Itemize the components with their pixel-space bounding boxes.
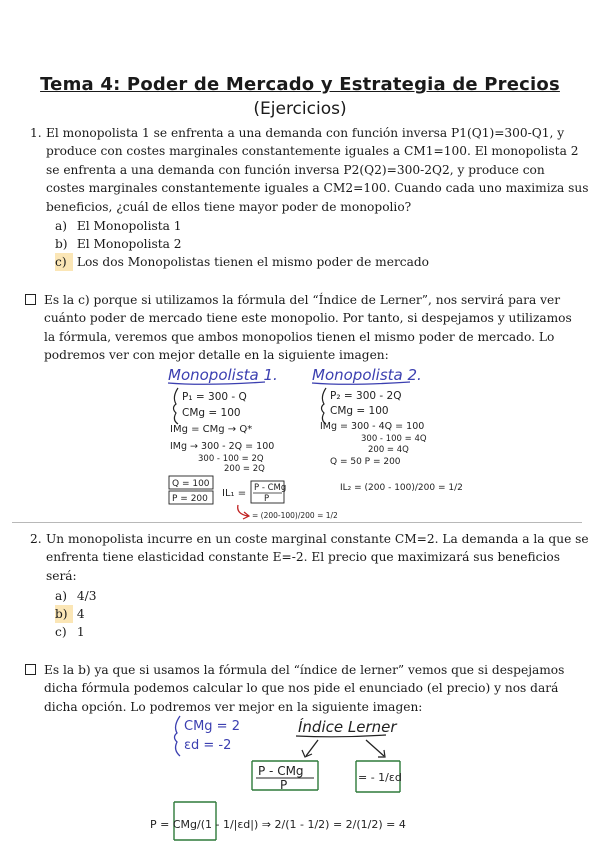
option-text: 4/3 bbox=[76, 589, 97, 603]
question-number: 1. bbox=[30, 126, 42, 140]
answer-line: Es la b) ya que si usamos la fórmula del “índice de lerner” vemos que si despejamos bbox=[44, 663, 565, 677]
question-line: Un monopolista incurre en un coste marginal constante CM=2. La demanda a la que se bbox=[46, 532, 589, 546]
hw-result: = (200-100)/200 = 1/2 bbox=[252, 511, 338, 520]
page-subtitle: (Ejercicios) bbox=[253, 99, 347, 119]
hw-equation: 200 = 4Q bbox=[368, 445, 409, 455]
hw-result: Q = 50 P = 200 bbox=[330, 457, 401, 467]
option-letter: c) bbox=[55, 625, 67, 639]
page-title: Tema 4: Poder de Mercado y Estrategia de Precios bbox=[40, 74, 560, 95]
hw-fraction-den: P bbox=[280, 778, 288, 792]
option-text: El Monopolista 1 bbox=[76, 219, 182, 233]
question-line: costes marginales constantemente iguales a CM2=100. Cuando cada uno maximiza sus bbox=[46, 181, 589, 196]
option-text: 4 bbox=[76, 607, 85, 621]
brace bbox=[175, 716, 181, 756]
arrow-right-icon bbox=[366, 740, 384, 756]
answer-line: dicha fórmula podemos calcular lo que nos pide el enunciado (el precio) y nos dará bbox=[44, 681, 559, 696]
hw-equation: IMg → 300 - 2Q = 100 bbox=[170, 441, 275, 452]
question-line: El monopolista 1 se enfrenta a una demanda con función inversa P1(Q1)=300-Q1, y bbox=[46, 126, 565, 140]
hw-fraction-num: P - CMg bbox=[258, 764, 304, 778]
hw-fraction-num: P - CMg bbox=[254, 483, 287, 493]
question-line: beneficios, ¿cuál de ellos tiene mayor poder de monopolio? bbox=[46, 199, 412, 214]
hw-equation: 300 - 100 = 4Q bbox=[361, 434, 427, 444]
option-text: Los dos Monopolistas tienen el mismo poder de mercado bbox=[76, 255, 430, 269]
hw-equation: 200 = 2Q bbox=[224, 464, 265, 474]
answer-line: podremos ver con mejor detalle en la siguiente imagen: bbox=[44, 348, 389, 363]
question-line: se enfrenta a una demanda con función inversa P2(Q2)=300-2Q2, y produce con bbox=[46, 162, 545, 177]
hw-given: εd = -2 bbox=[184, 738, 232, 753]
lerner-title: Índice Lerner bbox=[298, 718, 397, 736]
option-letter: a) bbox=[55, 219, 68, 233]
hw-equation: 300 - 100 = 2Q bbox=[198, 454, 264, 464]
monopolist-2-title: Monopolista 2. bbox=[312, 366, 422, 384]
hw-final: P = CMg/(1 - 1/|εd|) ⇒ 2/(1 - 1/2) = 2/(1/2) = 4 bbox=[150, 818, 406, 831]
option-letter: b) bbox=[55, 237, 68, 251]
hw-equation: P₁ = 300 - Q bbox=[182, 391, 247, 403]
hw-given: CMg = 2 bbox=[184, 719, 240, 734]
question-line: produce con costes marginales constantemente iguales a CM1=100. El monopolista 2 bbox=[46, 144, 579, 159]
hw-fraction-den: P bbox=[264, 494, 270, 504]
hw-lerner-label: IL₁ = bbox=[222, 488, 247, 499]
hw-equation: IMg = 300 - 4Q = 100 bbox=[320, 421, 425, 432]
question-line: será: bbox=[46, 568, 77, 583]
hw-equation: P₂ = 300 - 2Q bbox=[330, 390, 402, 402]
answer-line: la fórmula, veremos que ambos monopolios tienen el mismo poder de mercado. Lo bbox=[44, 329, 555, 344]
hw-result: Q = 100 bbox=[172, 479, 210, 489]
question-number: 2. bbox=[30, 532, 42, 546]
question-line: enfrenta tiene elasticidad constante E=-2. El precio que maximizará sus beneficios bbox=[46, 550, 560, 565]
hw-lerner-right: = - 1/εd bbox=[358, 771, 402, 784]
option-letter-highlighted: b) bbox=[55, 605, 73, 623]
option-text: 1 bbox=[76, 625, 85, 639]
arrow-left-icon bbox=[306, 740, 318, 756]
hw-equation: CMg = 100 bbox=[182, 407, 241, 419]
answer-line: Es la c) porque si utilizamos la fórmula del “Índice de Lerner”, nos servirá para ver bbox=[44, 293, 561, 307]
option-letter-highlighted: c) bbox=[55, 253, 73, 271]
hw-equation: CMg = 100 bbox=[330, 405, 389, 417]
option-text: El Monopolista 2 bbox=[76, 237, 182, 251]
hw-result: P = 200 bbox=[172, 494, 208, 504]
answer-line: dicha opción. Lo podremos ver mejor en la siguiente imagen: bbox=[44, 699, 423, 714]
option-letter: a) bbox=[55, 589, 68, 603]
monopolist-1-title: Monopolista 1. bbox=[168, 366, 278, 384]
hw-lerner-result: IL₂ = (200 - 100)/200 = 1/2 bbox=[340, 483, 463, 493]
answer-line: cuánto poder de mercado tiene este monopolio. Por tanto, si despejamos y utilizamos bbox=[44, 311, 572, 326]
hw-equation: IMg = CMg → Q* bbox=[170, 424, 253, 435]
